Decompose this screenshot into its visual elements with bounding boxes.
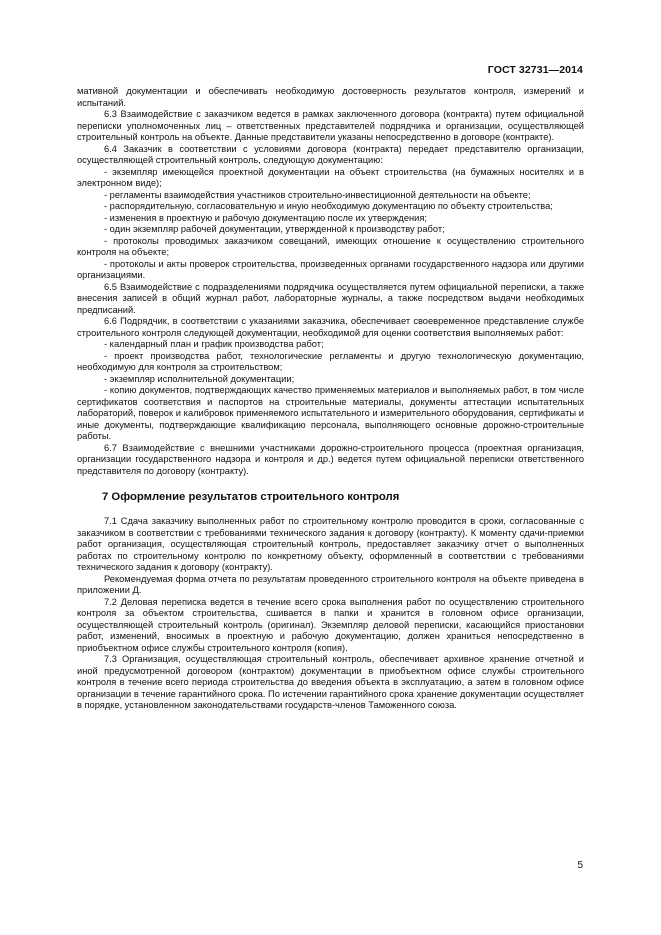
document-number-header: ГОСТ 32731—2014 [487,64,583,76]
list-item: - регламенты взаимодействия участников строительно-инвестиционной деятельности на объекте; [104,189,531,200]
paragraph: 6.6 Подрядчик, в соответствии с указаниями заказчика, обеспечивает своевременное представление службе строительного контроля следующей документации, необходимой для оценки соответствия выполняемых работ: [77,316,584,338]
list-item: - экземпляр имеющейся проектной документации на объект строительства (на бумажных носителях и в электронном виде); [77,166,584,188]
section-6-continuation [77,86,584,477]
paragraph: 7.1 Сдача заказчику выполненных работ по строительному контролю проводится в сроки, согласованные с заказчиком в соответствии с требованиями технического задания к договору (контракту). К моменту сдачи-приемки работ организация, осуществляющая строительный контроль, предоставляет заказчику отчет о выполненных работах по строительному контролю по конкретному объекту, оформленный в соответствии с требованиями технического задания к договору (контракту). [77,516,584,572]
paragraph: 6.3 Взаимодействие с заказчиком ведется в рамках заключенного договора (контракта) путем официальной переписки уполномоченных лиц – ответственных представителей подрядчика и организации, осуществляющей строительный контроль на объекте. Данные представители указаны непосредственно в договоре (контракте). [77,109,584,142]
section-7-body [77,516,584,712]
list-item: - распорядительную, согласовательную и иную необходимую документацию по объекту строительства; [104,201,553,211]
list-item: - экземпляр исполнительной документации; [104,373,295,384]
paragraph: 6.7 Взаимодействие с внешними участниками дорожно-строительного процесса (проектная организация, организации государственного надзора и контроля и др.) ведется путем официальной переписки ответственного представителя по договору (контракту). [77,442,584,476]
list-item: - проект производства работ, технологические регламенты и другую технологическую документацию, необходимую для контроля за строительством; [77,350,584,372]
section-heading: 7 Оформление результатов строительного контроля [102,491,400,503]
paragraph: Рекомендуемая форма отчета по результатам проведенного строительного контроля на объекте приведена в приложении Д. [77,573,584,595]
list-item: - календарный план и график производства работ; [104,339,324,349]
page-number: 5 [577,860,583,871]
list-item: - один экземпляр рабочей документации, утвержденной к производству работ; [104,224,445,234]
paragraph: 7.3 Организация, осуществляющая строительный контроль, обеспечивает архивное хранение отчетной и иной предусмотренной договором (контрактом) документации в приобъектном офисе службы строительного контроля в течение всего периода строительства до введения объекта в эксплуатацию, а затем в головном офисе организации в течение гарантийного срока. По истечении гарантийного срока хранение документации осуществляет в порядке, установленном законодательствами государств-членов Таможенного союза. [77,654,584,710]
paragraph: 6.5 Взаимодействие с подразделениями подрядчика осуществляется путем официальной переписки, а также внесения записей в общий журнал работ, лабораторные журналы, а также посредством выдачи необходимых предписаний. [77,281,584,315]
list-item: - изменения в проектную и рабочую документацию после их утверждения; [104,212,427,223]
list-item: - протоколы проводимых заказчиком совещаний, имеющих отношение к осуществлению строительного контроля на объекте; [77,235,584,257]
paragraph: 7.2 Деловая переписка ведется в течение всего срока выполнения работ по осуществлению строительного контроля за объектом строительства, сшивается в папки и хранится в головном офисе организации, осуществляющей строительный контроль (оригинал). Экземпляр деловой переписки, касающийся приостановки работ, изменений, вносимых в проектную и рабочую документацию, должен храниться непосредственно в приобъектном офисе службы строительного контроля (копия). [77,596,584,653]
list-item: - копию документов, подтверждающих качество применяемых материалов и выполняемых работ, в том числе сертификатов соответствия и паспортов на строительные материалы, документы аттестации испытательных лабораторий, поверок и калибровок применяемого испытательного и измерительного оборудования, сертификаты и иные документы, подтверждающие квалификацию персонала, выполняющего основные дорожно-строительные работы. [77,385,584,441]
paragraph: мативной документации и обеспечивать необходимую достоверность результатов контроля, измерений и испытаний. [77,86,584,108]
paragraph: 6.4 Заказчик в соответствии с условиями договора (контракта) передает представителю организации, осуществляющей строительный контроль, следующую документацию: [77,143,584,165]
document-body [77,86,584,712]
list-item: - протоколы и акты проверок строительства, произведенных органами государственного надзора или другими организациями. [77,258,584,280]
